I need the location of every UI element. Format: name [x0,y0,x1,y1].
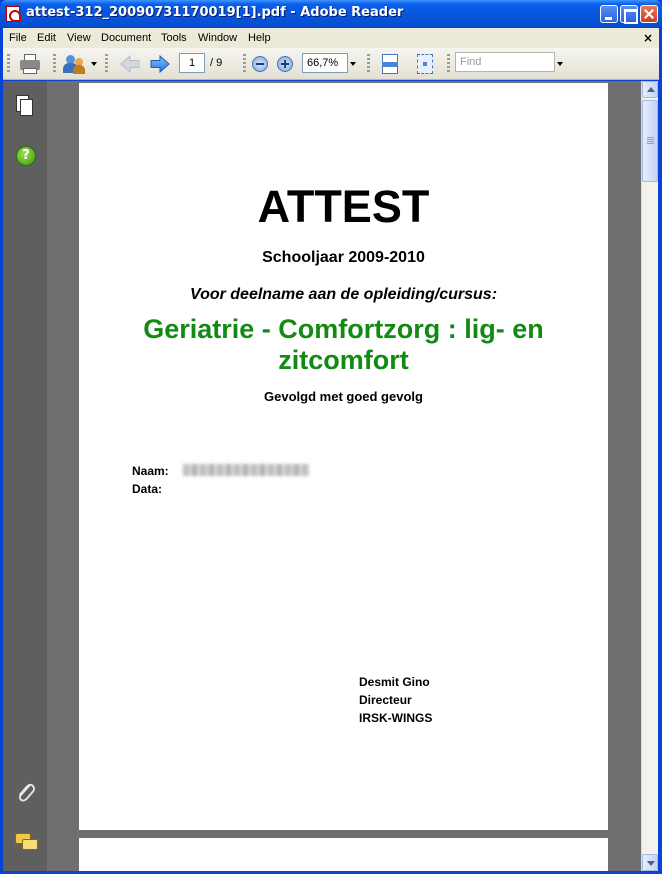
comments-icon[interactable] [15,833,39,853]
redacted-name [183,464,309,476]
fit-page-icon[interactable] [414,53,436,75]
signer-name: Desmit Gino [359,675,430,689]
document-pane[interactable] [47,81,641,871]
find-input[interactable]: Find [455,52,555,72]
attachments-icon[interactable] [15,781,37,805]
scroll-down-button[interactable] [642,854,658,871]
zoom-out-icon[interactable] [252,56,268,72]
zoom-dropdown-icon[interactable] [350,62,356,66]
date-label: Data: [132,482,163,496]
result-text: Gevolgd met goed gevolg [264,389,423,404]
toolbar-grip[interactable] [367,54,370,74]
next-page-icon[interactable] [149,53,171,75]
menu-file[interactable]: File [9,32,27,44]
previous-page-icon[interactable] [119,53,141,75]
menu-edit[interactable]: Edit [37,32,56,44]
pdf-next-page [79,838,608,871]
vertical-scrollbar[interactable] [641,81,658,871]
menu-document[interactable]: Document [101,32,152,44]
find-dropdown-icon[interactable] [557,62,563,66]
pdf-app-icon [6,6,20,22]
menu-help[interactable]: Help [248,32,271,44]
signer-organization: IRSK-WINGS [359,711,433,725]
signer-role: Directeur [359,693,412,707]
title-bar[interactable] [0,0,662,28]
collaborate-icon[interactable] [63,53,85,75]
toolbar-grip[interactable] [105,54,108,74]
minimize-button[interactable] [600,5,618,23]
window-title: attest-312_20090731170019[1].pdf - Adobe Reader [26,5,404,20]
toolbar-grip[interactable] [7,54,10,74]
course-name: Geriatrie - Comfortzorg : lig- en zitcomfort [143,314,544,375]
page-total-label: / 9 [210,57,223,69]
document-title: ATTEST [257,181,430,232]
toolbar [3,48,659,80]
close-document-icon[interactable]: × [642,31,653,45]
maximize-button[interactable] [620,5,638,23]
toolbar-grip[interactable] [447,54,450,74]
menu-bar [3,28,659,48]
collaborate-dropdown-icon[interactable] [91,62,97,66]
participation-subtitle: Voor deelname aan de opleiding/cursus: [189,286,498,303]
fit-width-icon[interactable] [379,53,401,75]
menu-tools[interactable]: Tools [161,32,187,44]
toolbar-grip[interactable] [243,54,246,74]
zoom-in-icon[interactable] [277,56,293,72]
menu-window[interactable]: Window [198,32,238,44]
school-year: Schooljaar 2009-2010 [262,249,425,266]
printer-icon[interactable] [19,53,41,75]
name-label: Naam: [132,464,169,478]
scroll-up-button[interactable] [642,81,658,98]
close-button[interactable] [640,5,658,23]
scroll-thumb[interactable] [642,100,658,182]
pages-panel-icon[interactable] [16,95,34,117]
help-icon[interactable]: ? [16,146,36,166]
menu-view[interactable]: View [67,32,91,44]
zoom-level-input[interactable]: 66,7% [302,53,348,73]
page-number-input[interactable]: 1 [179,53,205,73]
pdf-page [79,83,608,830]
toolbar-grip[interactable] [53,54,56,74]
navigation-sidebar [3,81,47,871]
